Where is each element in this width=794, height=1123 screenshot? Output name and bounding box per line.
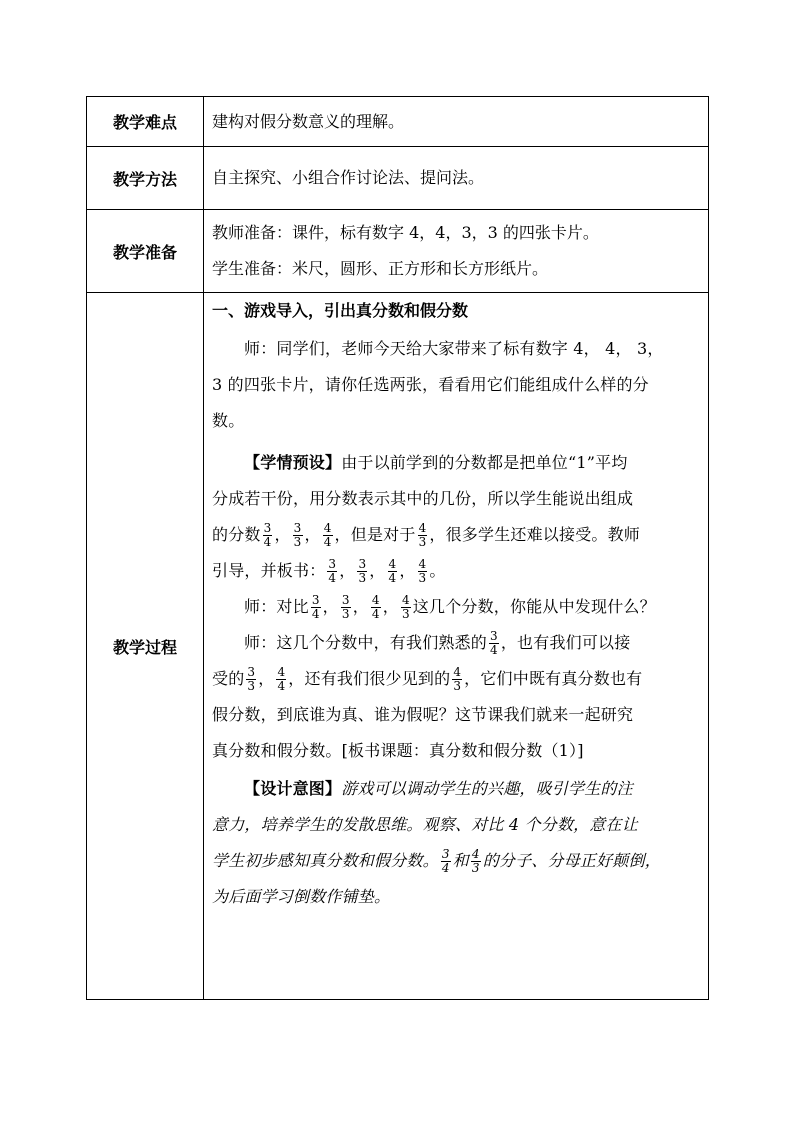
numerator: 3 bbox=[441, 847, 450, 861]
separator: ， bbox=[274, 525, 291, 544]
text-line: 为后面学习倒数作铺垫。 bbox=[212, 887, 391, 906]
process-heading: 一、游戏导入，引出真分数和假分数 bbox=[212, 301, 469, 320]
row-content-method bbox=[204, 147, 709, 210]
text-fragment: 和 bbox=[452, 851, 469, 870]
numerator: 3 bbox=[263, 521, 272, 535]
text-fragment: 引导，并板书： bbox=[212, 561, 326, 580]
numerator: 3 bbox=[490, 629, 498, 643]
fraction-3-4 bbox=[263, 522, 273, 549]
text-line bbox=[212, 771, 702, 807]
text-line bbox=[212, 661, 702, 697]
text-fragment: 的分子、分母正好颠倒， bbox=[482, 851, 661, 870]
numerator: 3 bbox=[358, 557, 367, 571]
fraction-4-3 bbox=[418, 522, 428, 549]
denominator: 4 bbox=[263, 535, 272, 549]
fraction-4-3 bbox=[418, 558, 428, 585]
numerator: 4 bbox=[388, 557, 397, 571]
text-line bbox=[212, 589, 702, 625]
text-line: 真分数和假分数。[板书课题：真分数和假分数（1）] bbox=[212, 741, 584, 760]
separator: ， bbox=[382, 597, 399, 616]
paragraph-intro bbox=[212, 331, 702, 439]
fraction-3-3 bbox=[357, 558, 367, 585]
fraction-3-4 bbox=[311, 594, 321, 621]
method-text: 自主探究、小组合作讨论法、提问法。 bbox=[212, 168, 485, 187]
fraction-3-4 bbox=[327, 558, 337, 585]
numerator: 3 bbox=[341, 593, 350, 607]
text-fragment: ，还有我们很少见到的 bbox=[288, 669, 451, 688]
denominator: 4 bbox=[441, 861, 450, 875]
row-prep bbox=[87, 210, 709, 293]
separator: ， bbox=[352, 597, 369, 616]
row-label-method: 教学方法 bbox=[87, 147, 204, 210]
text-fragment: 师：对比 bbox=[244, 597, 309, 616]
text-fragment: ，它们中既有真分数也有 bbox=[464, 669, 643, 688]
denominator: 4 bbox=[490, 643, 498, 657]
paragraph-explain bbox=[212, 625, 702, 769]
text-line: 3 的四张卡片，请你任选两张，看看用它们能组成什么样的分 bbox=[212, 375, 649, 394]
text-fragment: 由于以前学到的分数都是把单位“1”平均 bbox=[341, 453, 628, 472]
text-fragment: ，很多学生还难以接受。教师 bbox=[429, 525, 641, 544]
teacher-prep-text: 教师准备：课件，标有数字 4，4，3，3 的四张卡片。 bbox=[212, 223, 599, 242]
denominator: 4 bbox=[311, 607, 320, 621]
period: 。 bbox=[429, 561, 446, 580]
text-fragment: 这几个分数，你能从中发现什么？ bbox=[412, 597, 656, 616]
text-fragment: ，但是对于 bbox=[334, 525, 416, 544]
row-label-difficulty: 教学难点 bbox=[87, 97, 204, 147]
fraction-4-4 bbox=[371, 594, 381, 621]
row-difficulty bbox=[87, 97, 709, 147]
numerator: 4 bbox=[323, 521, 332, 535]
numerator: 4 bbox=[401, 593, 410, 607]
numerator: 3 bbox=[293, 521, 302, 535]
numerator: 4 bbox=[371, 593, 380, 607]
row-content-difficulty bbox=[204, 97, 709, 147]
denominator: 3 bbox=[453, 679, 462, 693]
row-method bbox=[87, 147, 709, 210]
text-line bbox=[212, 445, 702, 481]
fraction-4-3 bbox=[401, 594, 411, 621]
lesson-plan-table bbox=[86, 96, 709, 1000]
denominator: 4 bbox=[388, 571, 397, 585]
denominator: 3 bbox=[418, 571, 427, 585]
intent-tag: 【设计意图】 bbox=[244, 779, 342, 798]
denominator: 3 bbox=[293, 535, 302, 549]
difficulty-text: 建构对假分数意义的理解。 bbox=[212, 111, 405, 131]
fraction-4-4 bbox=[276, 666, 286, 693]
fraction-4-4 bbox=[388, 558, 398, 585]
text-fragment: ，也有我们可以接 bbox=[500, 633, 631, 652]
text-line bbox=[212, 517, 702, 553]
preset-tag: 【学情预设】 bbox=[244, 453, 342, 472]
fraction-4-3 bbox=[452, 666, 462, 693]
text-line: 数。 bbox=[212, 411, 245, 430]
student-prep-text: 学生准备：米尺，圆形、正方形和长方形纸片。 bbox=[212, 259, 549, 278]
fraction-3-4 bbox=[489, 630, 499, 657]
text-line: 假分数，到底谁为真、谁为假呢？这节课我们就来一起研究 bbox=[212, 705, 634, 724]
numerator: 4 bbox=[453, 665, 462, 679]
fraction-3-3 bbox=[341, 594, 351, 621]
row-label-process: 教学过程 bbox=[87, 293, 204, 1000]
text-fragment: 学生初步感知真分数和假分数。 bbox=[212, 851, 439, 870]
text-line bbox=[212, 843, 702, 879]
fraction-3-3 bbox=[293, 522, 303, 549]
row-content-process bbox=[204, 293, 709, 1000]
numerator: 3 bbox=[247, 665, 256, 679]
separator: ， bbox=[258, 669, 275, 688]
separator: ， bbox=[369, 561, 386, 580]
denominator: 4 bbox=[328, 571, 337, 585]
denominator: 3 bbox=[418, 535, 427, 549]
denominator: 3 bbox=[341, 607, 350, 621]
denominator: 4 bbox=[277, 679, 286, 693]
denominator: 3 bbox=[401, 607, 410, 621]
text-fragment: 受的 bbox=[212, 669, 245, 688]
row-label-prep: 教学准备 bbox=[87, 210, 204, 293]
fraction-3-3 bbox=[246, 666, 256, 693]
fraction-4-4 bbox=[323, 522, 333, 549]
numerator: 3 bbox=[311, 593, 320, 607]
numerator: 3 bbox=[328, 557, 337, 571]
paragraph-design-intent bbox=[212, 771, 702, 915]
fraction-3-4 bbox=[441, 848, 451, 875]
fraction-4-3 bbox=[471, 848, 481, 875]
row-content-prep bbox=[204, 210, 709, 293]
paragraph-preset bbox=[212, 445, 702, 589]
separator: ， bbox=[304, 525, 321, 544]
denominator: 4 bbox=[371, 607, 380, 621]
text-fragment: 游戏可以调动学生的兴趣，吸引学生的注 bbox=[341, 779, 633, 798]
denominator: 4 bbox=[323, 535, 332, 549]
separator: ， bbox=[339, 561, 356, 580]
text-fragment: 的分数 bbox=[212, 525, 261, 544]
text-fragment: 师：这几个分数中，有我们熟悉的 bbox=[244, 633, 488, 652]
text-line bbox=[212, 625, 702, 661]
numerator: 4 bbox=[471, 847, 480, 861]
text-line: 分成若干份，用分数表示其中的几份，所以学生能说出组成 bbox=[212, 489, 634, 508]
text-line bbox=[212, 553, 702, 589]
row-process bbox=[87, 293, 709, 1000]
paragraph-compare bbox=[212, 589, 702, 625]
denominator: 3 bbox=[471, 861, 480, 875]
denominator: 3 bbox=[247, 679, 256, 693]
numerator: 4 bbox=[418, 557, 427, 571]
text-line: 意力，培养学生的发散思维。观察、对比 4 个分数，意在让 bbox=[212, 815, 638, 834]
separator: ， bbox=[399, 561, 416, 580]
separator: ， bbox=[322, 597, 339, 616]
numerator: 4 bbox=[277, 665, 286, 679]
text-line: 师：同学们，老师今天给大家带来了标有数字 4， 4， 3， bbox=[244, 339, 664, 358]
denominator: 3 bbox=[358, 571, 367, 585]
numerator: 4 bbox=[418, 521, 427, 535]
